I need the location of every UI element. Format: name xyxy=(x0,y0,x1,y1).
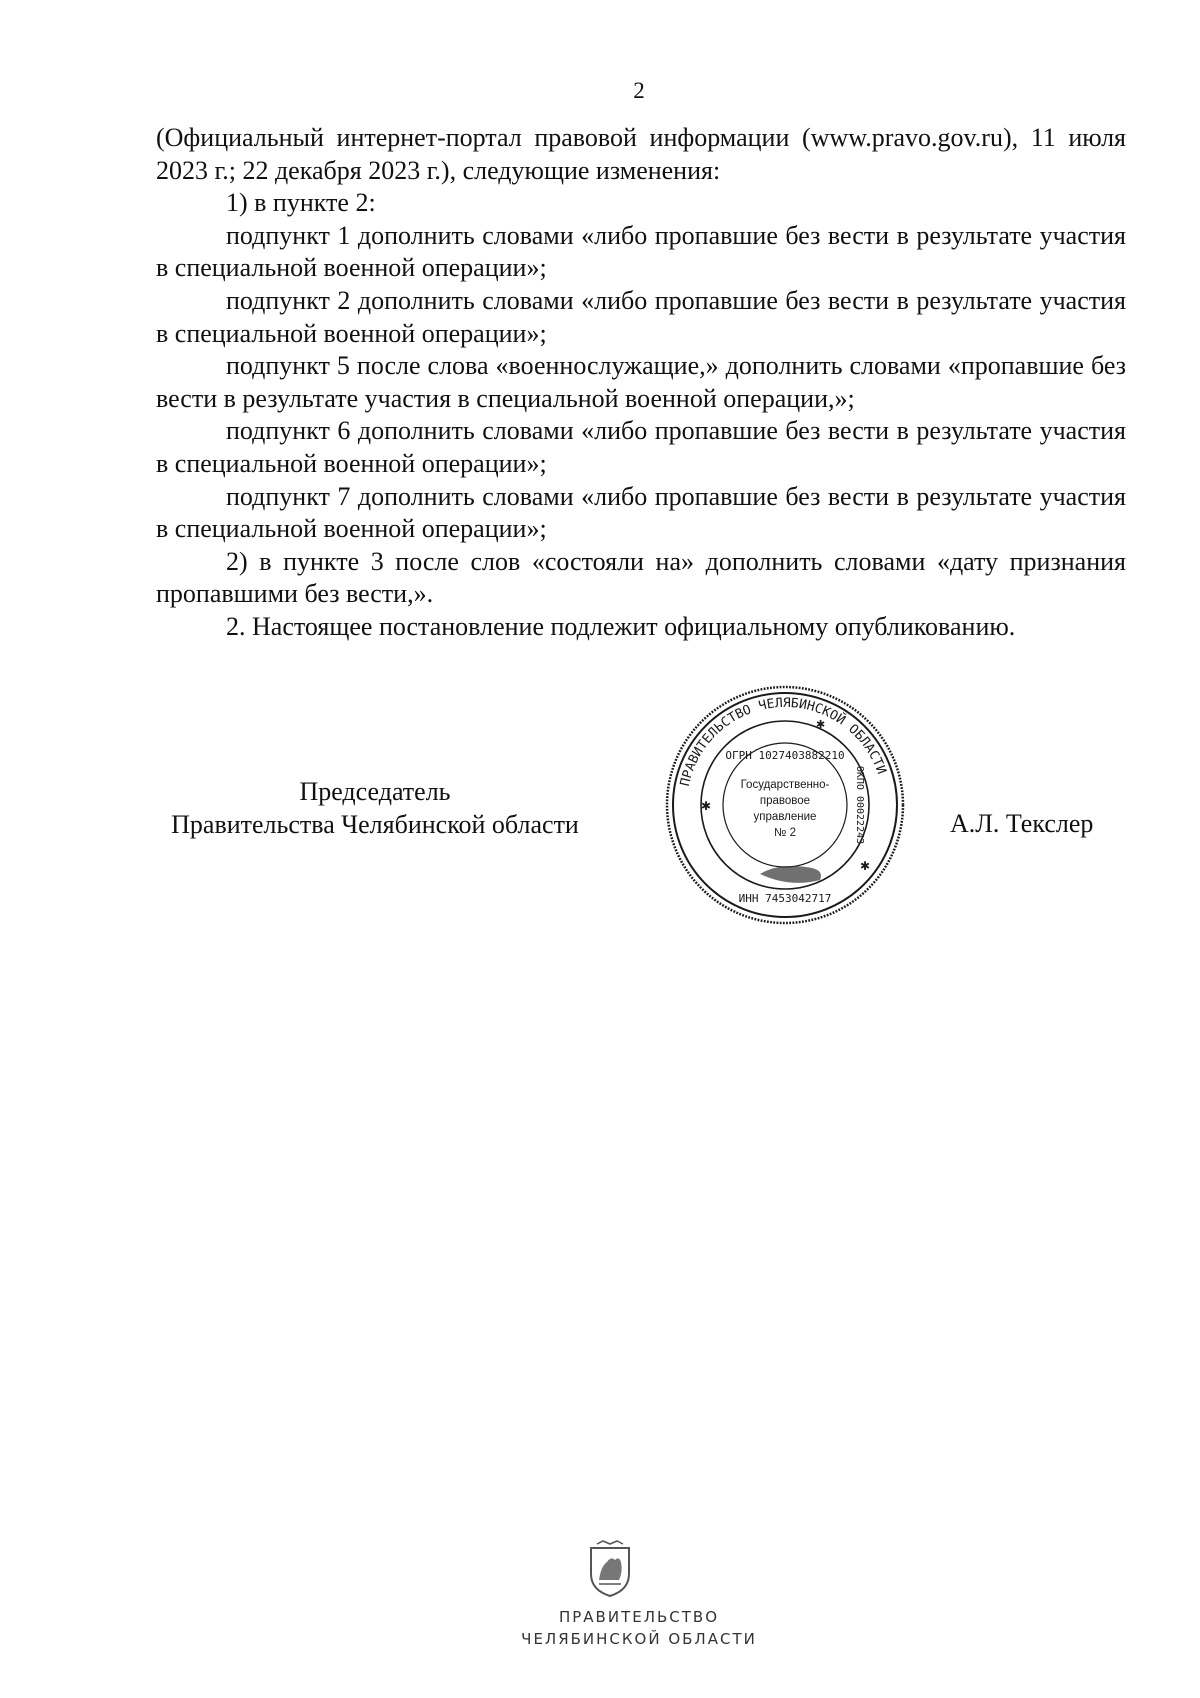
seal-ogrn: ОГРН 1027403882210 xyxy=(725,749,845,762)
signature-title-line1: Председатель xyxy=(299,777,451,806)
seal-center-line2: правовое xyxy=(759,795,811,807)
signatory-name: А.Л. Текслер xyxy=(950,809,1094,838)
seal-okpo: ОКПО 00022243 xyxy=(854,765,865,845)
seal-inn: ИНН 7453042717 xyxy=(738,892,832,905)
page-number: 2 xyxy=(633,78,645,103)
seal-ink-smudge xyxy=(760,866,821,883)
document-body xyxy=(156,122,1126,644)
seal-star-icon: ✱ xyxy=(816,719,826,731)
footer-organization xyxy=(0,1606,1200,1650)
paragraph-item-1: 1) в пункте 2: xyxy=(226,188,376,218)
paragraph-subitem-6: подпункт 6 дополнить словами «либо пропавшие без вести в результате участия в специальной военной операции»; xyxy=(156,416,1126,478)
seal-center-line4: № 2 xyxy=(774,827,796,839)
seal-star-icon: ✱ xyxy=(860,859,871,873)
footer-line2: ЧЕЛЯБИНСКОЙ ОБЛАСТИ xyxy=(521,1630,757,1648)
paragraph-publication-clause: 2. Настоящее постановление подлежит официальному опубликованию. xyxy=(226,611,1016,641)
footer-line1: ПРАВИТЕЛЬСТВО xyxy=(558,1608,720,1626)
seal-star-icon: ✱ xyxy=(701,799,712,813)
seal-center-line1: Государственно- xyxy=(740,779,830,791)
seal-center-line3: управление xyxy=(753,811,817,823)
coat-of-arms-icon xyxy=(585,1540,635,1598)
paragraph-subitem-7: подпункт 7 дополнить словами «либо пропавшие без вести в результате участия в специальной военной операции»; xyxy=(156,481,1126,544)
paragraph-subitem-5: подпункт 5 после слова «военнослужащие,» дополнить словами «пропавшие без вести в результате участия в специальной военной операции,»; xyxy=(156,351,1126,413)
paragraph-subitem-2: подпункт 2 дополнить словами «либо пропавшие без вести в результате участия в специальной военной операции»; xyxy=(156,285,1126,348)
signature-title xyxy=(150,776,600,841)
seal-ring-text: ПРАВИТЕЛЬСТВО ЧЕЛЯБИНСКОЙ ОБЛАСТИ xyxy=(677,695,889,788)
paragraph-publication-reference: (Официальный интернет-портал правовой информации (www.pravo.gov.ru), 11 июля 2023 г.; 22 декабря 2023 г.), следующие изменения: xyxy=(156,123,1126,185)
paragraph-item-2: 2) в пункте 3 после слов «состояли на» дополнить словами «дату признания пропавшими без вести,». xyxy=(156,546,1126,609)
paragraph-subitem-1: подпункт 1 дополнить словами «либо пропавшие без вести в результате участия в специальной военной операции»; xyxy=(156,220,1126,283)
official-seal xyxy=(664,684,906,926)
signature-title-line2: Правительства Челябинской области xyxy=(171,809,579,839)
